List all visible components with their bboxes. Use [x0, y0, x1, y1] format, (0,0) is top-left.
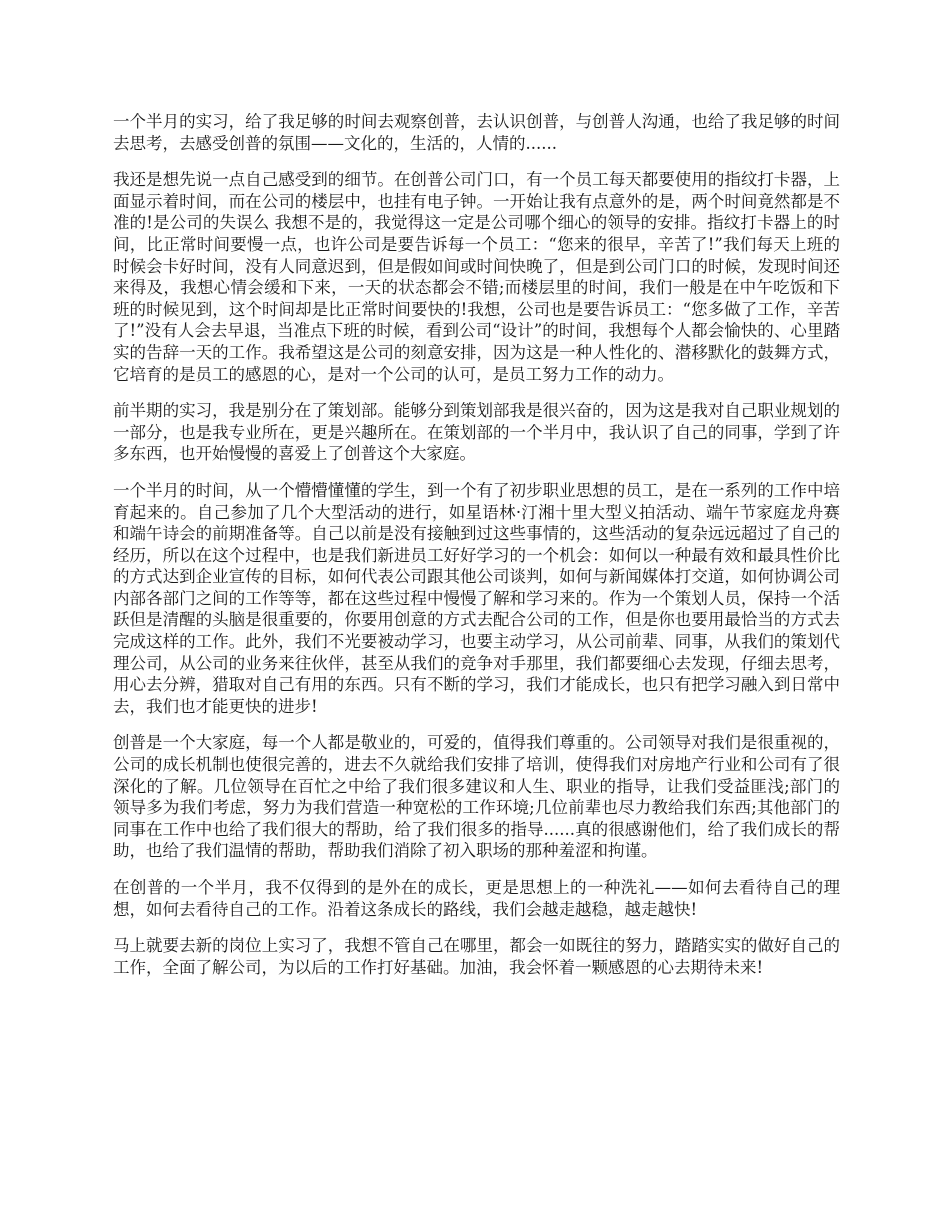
paragraph-company-family: 创普是一个大家庭，每一个人都是敬业的，可爱的，值得我们尊重的。公司领导对我们是很重视的，公司的成长机制也使很完善的，进去不久就给我们安排了培训，使得我们对房地产行业和公司有了很深化的了解。几位领导在百忙之中给了我们很多建议和人生、职业的指导，让我们受益匪浅;部门的领导多为我们考虑，努力为我们营造一种宽松的工作环境;几位前辈也尽力教给我们东西;其他部门的同事在工作中也给了我们很大的帮助，给了我们很多的指导......真的很感谢他们，给了我们成长的帮助，也给了我们温情的帮助，帮助我们消除了初入职场的那种羞涩和拘谨。: [113, 733, 840, 861]
paragraph-future: 马上就要去新的岗位上实习了，我想不管自己在哪里，都会一如既往的努力，踏踏实实的做好自己的工作，全面了解公司，为以后的工作打好基础。加油，我会怀着一颗感恩的心去期待未来!: [113, 936, 840, 977]
paragraph-growth: 在创普的一个半月，我不仅得到的是外在的成长，更是思想上的一种洗礼——如何去看待自己的理想，如何去看待自己的工作。沿着这条成长的路线，我们会越走越稳，越走越快!: [113, 878, 840, 919]
paragraph-intro: 一个半月的实习，给了我足够的时间去观察创普，去认识创普，与创普人沟通，也给了我足够的时间去思考，去感受创普的氛围——文化的，生活的，人情的......: [113, 112, 840, 153]
paragraph-clock-details: 我还是想先说一点自己感受到的细节。在创普公司门口，有一个员工每天都要使用的指纹打卡器，上面显示着时间，而在公司的楼层中，也挂有电子钟。一开始让我有点意外的是，两个时间竟然都是不准的!是公司的失误么 我想不是的，我觉得这一定是公司哪个细心的领导的安排。指纹打卡器上的时间，比正常时间要慢一点，也许公司是要告诉每一个员工：“您来的很早，辛苦了!”我们每天上班的时候会卡好时间，没有人同意迟到，但是假如间或时间快晚了，但是到公司门口的时候，发现时间还来得及，我想心情会缓和下来，一天的状态都会不错;而楼层里的时间，我们一般是在中午吃饭和下班的时候见到，这个时间却是比正常时间要快的!我想，公司也是要告诉员工：“您多做了工作，辛苦了!”没有人会去早退，当准点下班的时候，看到公司“设计”的时间，我想每个人都会愉快的、心里踏实的告辞一天的工作。我希望这是公司的刻意安排，因为这是一种人性化的、潜移默化的鼓舞方式，它培育的是员工的感恩的心，是对一个公司的认可，是员工努力工作的动力。: [113, 170, 840, 384]
paragraph-learning-activities: 一个半月的时间，从一个懵懵懂懂的学生，到一个有了初步职业思想的员工，是在一系列的工作中培育起来的。自己参加了几个大型活动的进行，如星语林·汀湘十里大型义拍活动、端午节家庭龙舟赛和端午诗会的前期准备等。自己以前是没有接触到过这些事情的，这些活动的复杂远远超过了自己的经历，所以在这个过程中，也是我们新进员工好好学习的一个机会：如何以一种最有效和最具性价比的方式达到企业宣传的目标，如何代表公司跟其他公司谈判，如何与新闻媒体打交道，如何协调公司内部各部门之间的工作等等，都在这些过程中慢慢了解和学习来的。作为一个策划人员，保持一个活跃但是清醒的头脑是很重要的，你要用创意的方式去配合公司的工作，但是你也要用最恰当的方式去完成这样的工作。此外，我们不光要被动学习，也要主动学习，从公司前辈、同事，从我们的策划代理公司，从公司的业务来往伙伴，甚至从我们的竞争对手那里，我们都要细心去发现，仔细去思考，用心去分辨，猎取对自己有用的东西。只有不断的学习，我们才能成长，也只有把学习融入到日常中去，我们也才能更快的进步!: [113, 480, 840, 716]
paragraph-planning-department: 前半期的实习，我是别分在了策划部。能够分到策划部我是很兴奋的，因为这是我对自己职业规划的一部分，也是我专业所在，更是兴趣所在。在策划部的一个半月中，我认识了自己的同事，学到了许多东西，也开始慢慢的喜爱上了创普这个大家庭。: [113, 401, 840, 464]
document-body: [113, 111, 840, 993]
